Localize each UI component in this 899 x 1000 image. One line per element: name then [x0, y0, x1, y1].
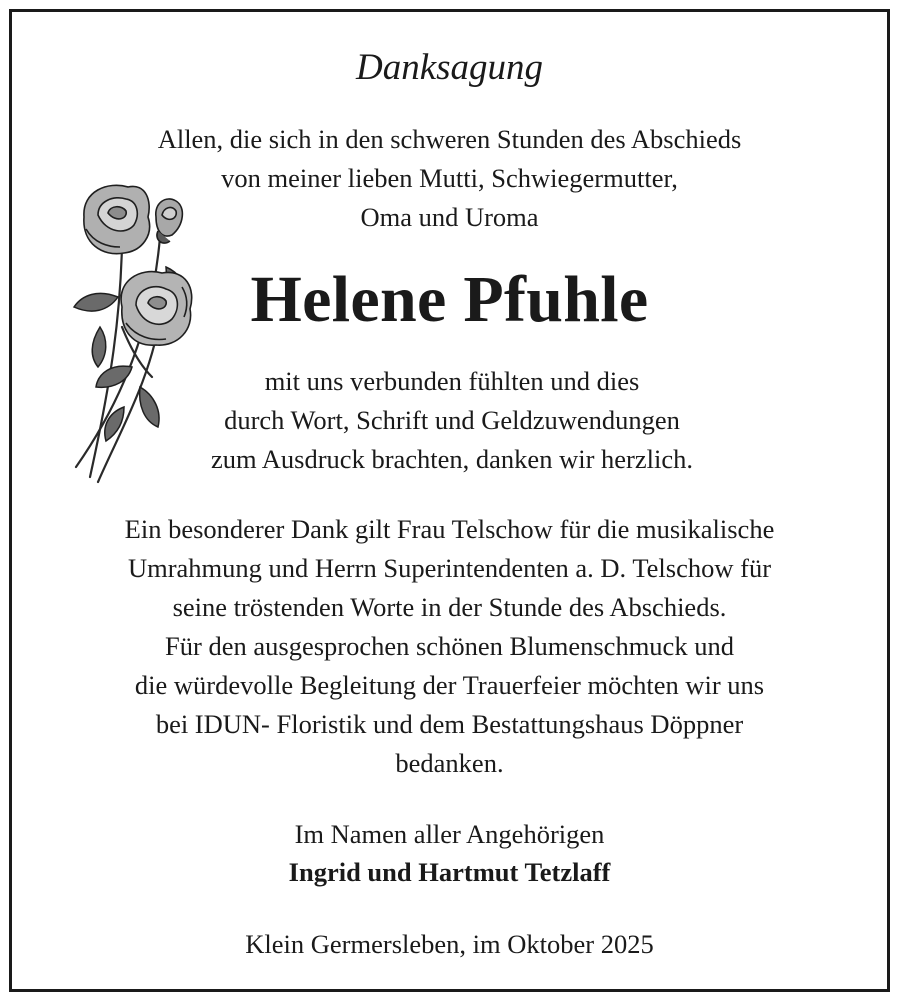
- notice-title: Danksagung: [355, 47, 544, 88]
- special-thanks-line: Ein besonderer Dank gilt Frau Telschow für die musikalische: [124, 514, 775, 544]
- place-date: Klein Germersleben, im Oktober 2025: [245, 929, 654, 959]
- obituary-notice: [9, 9, 890, 992]
- special-thanks-line: Umrahmung und Herrn Superintendenten a. D. Telschow für: [127, 553, 772, 583]
- special-thanks-line: Für den ausgesprochen schönen Blumenschmuck und: [165, 631, 734, 661]
- thanks-line: durch Wort, Schrift und Geldzuwendungen: [224, 405, 680, 435]
- special-thanks-line: die würdevolle Begleitung der Trauerfeier möchten wir uns: [134, 670, 765, 700]
- signatories: Ingrid und Hartmut Tetzlaff: [288, 857, 611, 887]
- intro-line: Oma und Uroma: [360, 202, 539, 232]
- special-thanks-line: bedanken.: [395, 748, 504, 778]
- thanks-line: mit uns verbunden fühlten und dies: [264, 366, 640, 396]
- thanks-line: zum Ausdruck brachten, danken wir herzlich.: [211, 444, 693, 474]
- special-thanks-line: bei IDUN- Floristik und dem Bestattungshaus Döppner: [155, 709, 744, 739]
- special-thanks-line: seine tröstenden Worte in der Stunde des Abschieds.: [172, 592, 727, 622]
- intro-line: von meiner lieben Mutti, Schwiegermutter,: [221, 163, 678, 193]
- roses-illustration: [62, 177, 212, 492]
- signature-intro: Im Namen aller Angehörigen: [294, 819, 605, 849]
- deceased-name: Helene Pfuhle: [250, 263, 649, 336]
- intro-line: Allen, die sich in den schweren Stunden des Abschieds: [157, 124, 742, 154]
